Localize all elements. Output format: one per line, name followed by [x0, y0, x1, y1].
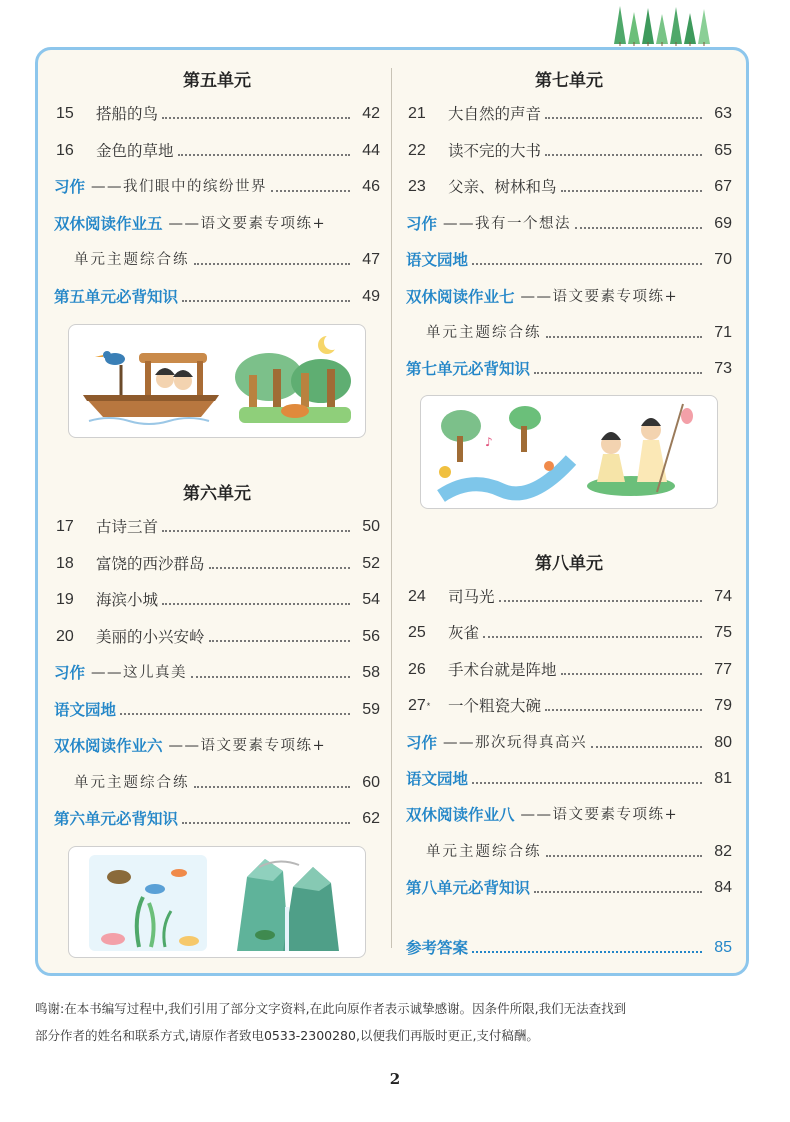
pine-trees-icon: [612, 4, 718, 46]
reading-topic-cont: 单元主题综合练: [74, 252, 190, 268]
toc-entry-garden[interactable]: [406, 247, 732, 271]
page-number: 77: [714, 661, 732, 678]
toc-entry-writing[interactable]: [54, 174, 380, 198]
toc-entry-reading[interactable]: [54, 211, 380, 235]
leader-dots: [499, 600, 702, 602]
writing-label: 习作: [54, 178, 86, 196]
page-number: 59: [362, 701, 380, 718]
page-number: 58: [362, 664, 380, 681]
lesson-number: 16: [56, 142, 74, 159]
reading-topic-cont: 单元主题综合练: [426, 325, 542, 341]
toc-entry[interactable]: [406, 657, 732, 681]
lotus-girls-illustration: [587, 404, 693, 496]
lesson-title: 富饶的西沙群岛: [96, 555, 205, 573]
column-divider: [391, 68, 392, 948]
lesson-title: 一个粗瓷大碗: [448, 697, 542, 715]
knowledge-label: 第八单元必背知识: [406, 879, 531, 897]
lesson-number-value: 27: [408, 697, 426, 714]
lesson-number: 21: [408, 105, 426, 122]
leader-dots: [271, 190, 350, 192]
reading-label: 双休阅读作业八: [406, 806, 515, 824]
leader-dots: [209, 640, 350, 642]
toc-entry-answers[interactable]: [406, 935, 732, 959]
toc-entry[interactable]: [406, 693, 732, 717]
reading-topic-cont: 单元主题综合练: [426, 844, 542, 860]
page-number: 80: [714, 734, 732, 751]
lesson-title: 灰雀: [448, 624, 480, 642]
leader-dots: [472, 263, 702, 265]
toc-entry[interactable]: [54, 138, 380, 162]
leader-dots: [483, 636, 702, 638]
page-number: 46: [362, 178, 380, 195]
reading-label: 双休阅读作业五: [54, 215, 163, 233]
page-number: 84: [714, 879, 732, 896]
toc-entry-knowledge[interactable]: [406, 356, 732, 380]
page-number: 52: [362, 555, 380, 572]
lesson-title: 手术台就是阵地: [448, 661, 557, 679]
lesson-title: 读不完的大书: [448, 142, 542, 160]
lesson-title: 金色的草地: [96, 142, 174, 160]
toc-entry[interactable]: [54, 101, 380, 125]
reading-topic: ——语文要素专项练+: [520, 289, 679, 305]
page-number: 42: [362, 105, 380, 122]
toc-entry-knowledge[interactable]: [54, 806, 380, 830]
leader-dots: [194, 263, 351, 265]
page-number: 73: [714, 360, 732, 377]
toc-entry[interactable]: [54, 587, 380, 611]
page-number: 54: [362, 591, 380, 608]
page-number: 79: [714, 697, 732, 714]
lesson-title: 搭船的鸟: [96, 105, 159, 123]
leader-dots: [534, 891, 702, 893]
garden-label: 语文园地: [406, 770, 469, 788]
garden-label: 语文园地: [54, 701, 117, 719]
page-number: 50: [362, 518, 380, 535]
unit6-illustration: [68, 846, 366, 958]
page-number: 69: [714, 215, 732, 232]
page-number: 81: [714, 770, 732, 787]
leader-dots: [162, 530, 350, 532]
leader-dots: [546, 336, 703, 338]
optional-mark: *: [426, 701, 431, 711]
leader-dots: [545, 709, 702, 711]
acknowledgement-line: 部分作者的姓名和联系方式,请原作者致电0533-2300280,以便我们再版时更正,支付稿酬。: [35, 1028, 539, 1043]
forest-night-illustration: [235, 334, 351, 423]
leader-dots: [546, 855, 703, 857]
leader-dots: [162, 117, 350, 119]
lesson-number: 18: [56, 555, 74, 572]
leader-dots: [120, 713, 350, 715]
leader-dots: [591, 746, 702, 748]
writing-topic: ——那次玩得真高兴: [443, 735, 588, 751]
leader-dots: [545, 154, 702, 156]
toc-entry-reading-cont[interactable]: [406, 839, 732, 863]
writing-label: 习作: [406, 215, 438, 233]
toc-entry[interactable]: [406, 138, 732, 162]
page-number: 75: [714, 624, 732, 641]
reading-topic: ——语文要素专项练+: [168, 216, 327, 232]
page-number: 71: [714, 324, 732, 341]
garden-label: 语文园地: [406, 251, 469, 269]
toc-entry-reading[interactable]: [54, 733, 380, 757]
boat-illustration: [83, 351, 219, 424]
page-number: 67: [714, 178, 732, 195]
reading-topic: ——语文要素专项练+: [520, 807, 679, 823]
lesson-number: 19: [56, 591, 74, 608]
acknowledgement-note: [35, 995, 755, 1049]
page-number: 70: [714, 251, 732, 268]
leader-dots: [182, 822, 350, 824]
toc-entry-reading-cont[interactable]: [54, 247, 380, 271]
leader-dots: [575, 227, 702, 229]
reading-label: 双休阅读作业六: [54, 737, 163, 755]
page-number: 60: [362, 774, 380, 791]
lesson-number: 24: [408, 588, 426, 605]
toc-entry[interactable]: [406, 174, 732, 198]
toc-entry-garden[interactable]: [54, 697, 380, 721]
toc-entry[interactable]: [406, 620, 732, 644]
unit7-illustration: [420, 395, 718, 509]
page-number: 49: [362, 288, 380, 305]
lesson-number: 15: [56, 105, 74, 122]
leader-dots: [534, 372, 702, 374]
leader-dots: [162, 603, 350, 605]
writing-label: 习作: [54, 664, 86, 682]
toc-entry-reading[interactable]: [406, 284, 732, 308]
lesson-title: 美丽的小兴安岭: [96, 628, 205, 646]
unit5-title: 第五单元: [183, 71, 251, 91]
leader-dots: [472, 782, 702, 784]
leader-dots: [182, 300, 350, 302]
toc-entry[interactable]: [54, 624, 380, 648]
leader-dots: [561, 190, 702, 192]
lesson-title: 父亲、树林和鸟: [448, 178, 557, 196]
lesson-number: 23: [408, 178, 426, 195]
unit7-title: 第七单元: [535, 71, 603, 91]
leader-dots: [191, 676, 350, 678]
lesson-number: [406, 695, 448, 717]
toc-entry-reading[interactable]: [406, 802, 732, 826]
page-number: 85: [714, 939, 732, 956]
leader-dots: [178, 154, 350, 156]
garden-stream-illustration: [439, 406, 571, 496]
leader-dots: [545, 117, 702, 119]
lesson-title: 海滨小城: [96, 591, 159, 609]
leader-dots: [209, 567, 350, 569]
lesson-number: 26: [408, 661, 426, 678]
page-number: 82: [714, 843, 732, 860]
toc-entry[interactable]: [54, 514, 380, 538]
leader-dots: [561, 673, 702, 675]
page-number: 62: [362, 810, 380, 827]
writing-topic: ——这儿真美: [91, 665, 188, 681]
reading-topic: ——语文要素专项练+: [168, 738, 327, 754]
leader-dots: [194, 786, 351, 788]
toc-entry-garden[interactable]: [406, 766, 732, 790]
mountains-illustration: [237, 859, 339, 951]
lesson-title: 古诗三首: [96, 518, 159, 536]
toc-entry-reading-cont[interactable]: [54, 770, 380, 794]
lesson-title: 司马光: [448, 588, 495, 606]
reading-topic-cont: 单元主题综合练: [74, 775, 190, 791]
lesson-number: 20: [56, 628, 74, 645]
toc-entry[interactable]: [406, 101, 732, 125]
lesson-number: 25: [408, 624, 426, 641]
answers-label: 参考答案: [406, 939, 469, 957]
toc-entry[interactable]: [54, 551, 380, 575]
page-number: 65: [714, 142, 732, 159]
reading-label: 双休阅读作业七: [406, 288, 515, 306]
lesson-number: 17: [56, 518, 74, 535]
page-number: 74: [714, 588, 732, 605]
toc-entry-reading-cont[interactable]: [406, 320, 732, 344]
acknowledgement-line: 鸣谢:在本书编写过程中,我们引用了部分文字资料,在此向原作者表示诚挚感谢。因条件所限,我们无法查找到: [35, 1001, 627, 1016]
toc-entry-writing[interactable]: [406, 730, 732, 754]
undersea-illustration: [89, 855, 207, 951]
toc-entry-knowledge[interactable]: [54, 284, 380, 308]
toc-entry-writing[interactable]: [406, 211, 732, 235]
knowledge-label: 第六单元必背知识: [54, 810, 179, 828]
page-number: 44: [362, 142, 380, 159]
toc-entry-writing[interactable]: [54, 660, 380, 684]
toc-entry-knowledge[interactable]: [406, 875, 732, 899]
leader-dots: [472, 951, 702, 953]
knowledge-label: 第五单元必背知识: [54, 288, 179, 306]
page-number: 63: [714, 105, 732, 122]
lesson-title: 大自然的声音: [448, 105, 542, 123]
page-number-footer: 2: [389, 1070, 401, 1088]
unit8-title: 第八单元: [535, 554, 603, 574]
page-number: 47: [362, 251, 380, 268]
writing-topic: ——我有一个想法: [443, 216, 572, 232]
svg-text:♪: ♪: [485, 435, 493, 449]
toc-entry[interactable]: [406, 584, 732, 608]
page-number: 56: [362, 628, 380, 645]
unit6-title: 第六单元: [183, 484, 251, 504]
unit5-illustration: [68, 324, 366, 438]
writing-label: 习作: [406, 734, 438, 752]
lesson-number: 22: [408, 142, 426, 159]
writing-topic: ——我们眼中的缤纷世界: [91, 179, 268, 195]
knowledge-label: 第七单元必背知识: [406, 360, 531, 378]
